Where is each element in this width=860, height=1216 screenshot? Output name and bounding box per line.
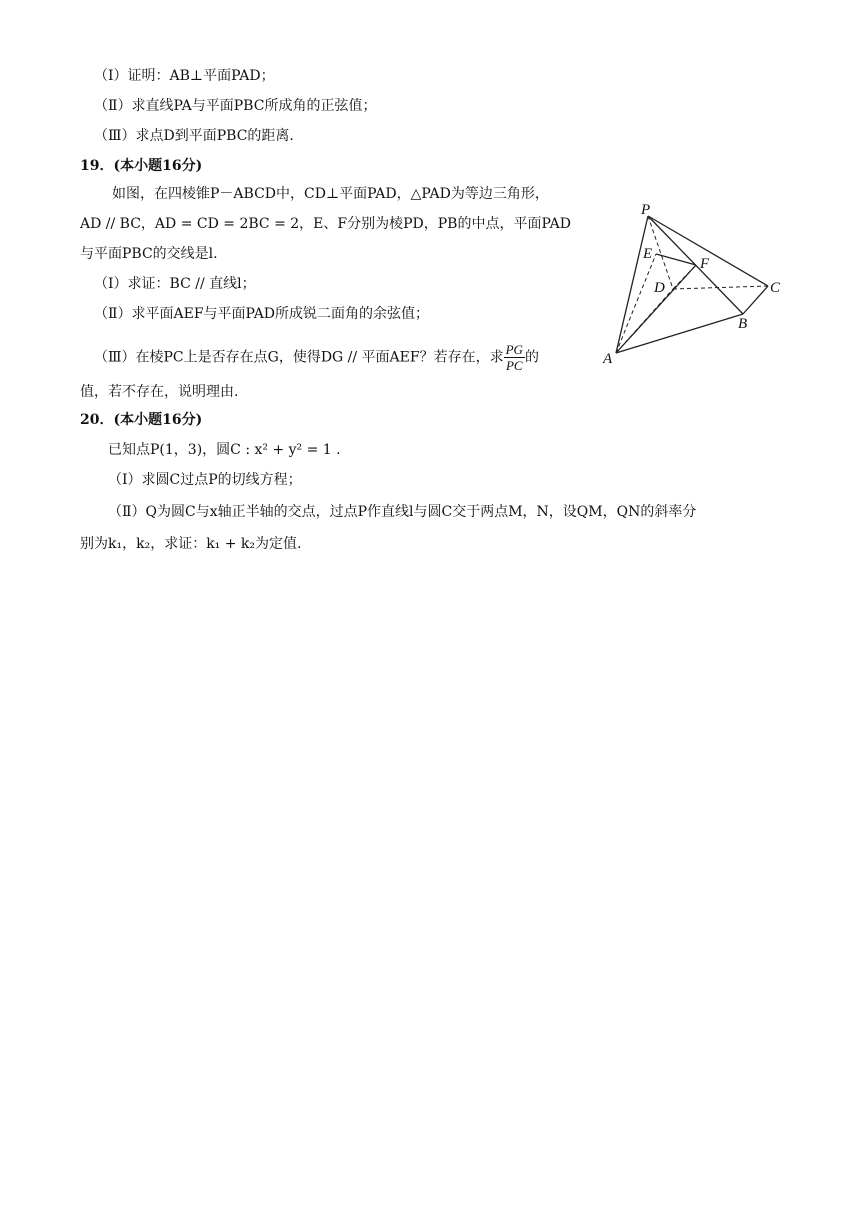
edge-BC xyxy=(743,286,768,314)
q19-part3-suffix: 的 xyxy=(524,349,539,366)
label-P: P xyxy=(641,202,651,218)
q19-part3-line2: 值，若不存在，说明理由. xyxy=(80,384,239,400)
fraction-numerator: PG xyxy=(505,342,523,357)
label-C: C xyxy=(770,280,781,296)
label-E: E xyxy=(643,246,653,262)
label-D: D xyxy=(654,280,665,296)
q19-header: 19．(本小题16分) xyxy=(80,158,203,174)
q19-part3-fraction xyxy=(504,342,525,373)
q18-part2: （Ⅱ）求直线PA与平面PBC所成角的正弦值； xyxy=(94,98,377,114)
q20-header: 20．(本小题16分) xyxy=(80,412,203,428)
q18-part1: （Ⅰ）证明：AB⊥平面PAD； xyxy=(94,68,275,84)
q18-part3: （Ⅲ）求点D到平面PBC的距离. xyxy=(94,128,294,144)
q19-part3 xyxy=(94,342,539,373)
q20-part1: （Ⅰ）求圆C过点P的切线方程； xyxy=(108,472,302,488)
edge-DC xyxy=(673,286,768,289)
q19-part1: （Ⅰ）求证：BC // 直线l； xyxy=(94,276,256,292)
q20-part2-line1: （Ⅱ）Q为圆C与x轴正半轴的交点，过点P作直线l与圆C交于两点M，N，设QM，QN的斜率分 xyxy=(108,504,697,520)
q19-part3-prefix: （Ⅲ）在棱PC上是否存在点G，使得DG // 平面AEF？若存在，求 xyxy=(94,349,504,366)
label-B: B xyxy=(738,316,748,332)
fraction-denominator: PC xyxy=(505,358,523,373)
segment-DF xyxy=(673,265,696,289)
q19-stem-line2: AD // BC，AD = CD = 2BC = 2，E、F分别为棱PD，PB的中点，平面PAD xyxy=(80,216,571,232)
edge-PC xyxy=(648,216,768,286)
label-F: F xyxy=(700,256,710,272)
edge-AB xyxy=(616,314,743,353)
q20-stem: 已知点P(1，3)，圆C : x² + y² = 1 . xyxy=(108,442,341,458)
q19-stem-line1: 如图，在四棱锥P－ABCD中，CD⊥平面PAD，△PAD为等边三角形， xyxy=(112,186,549,202)
q20-part2-line2: 别为k₁，k₂，求证：k₁ + k₂为定值. xyxy=(80,536,302,552)
label-A: A xyxy=(603,351,613,367)
q19-stem-line3: 与平面PBC的交线是l. xyxy=(80,246,218,262)
q19-part2: （Ⅱ）求平面AEF与平面PAD所成锐二面角的余弦值； xyxy=(94,306,430,322)
pyramid-figure xyxy=(598,200,798,370)
